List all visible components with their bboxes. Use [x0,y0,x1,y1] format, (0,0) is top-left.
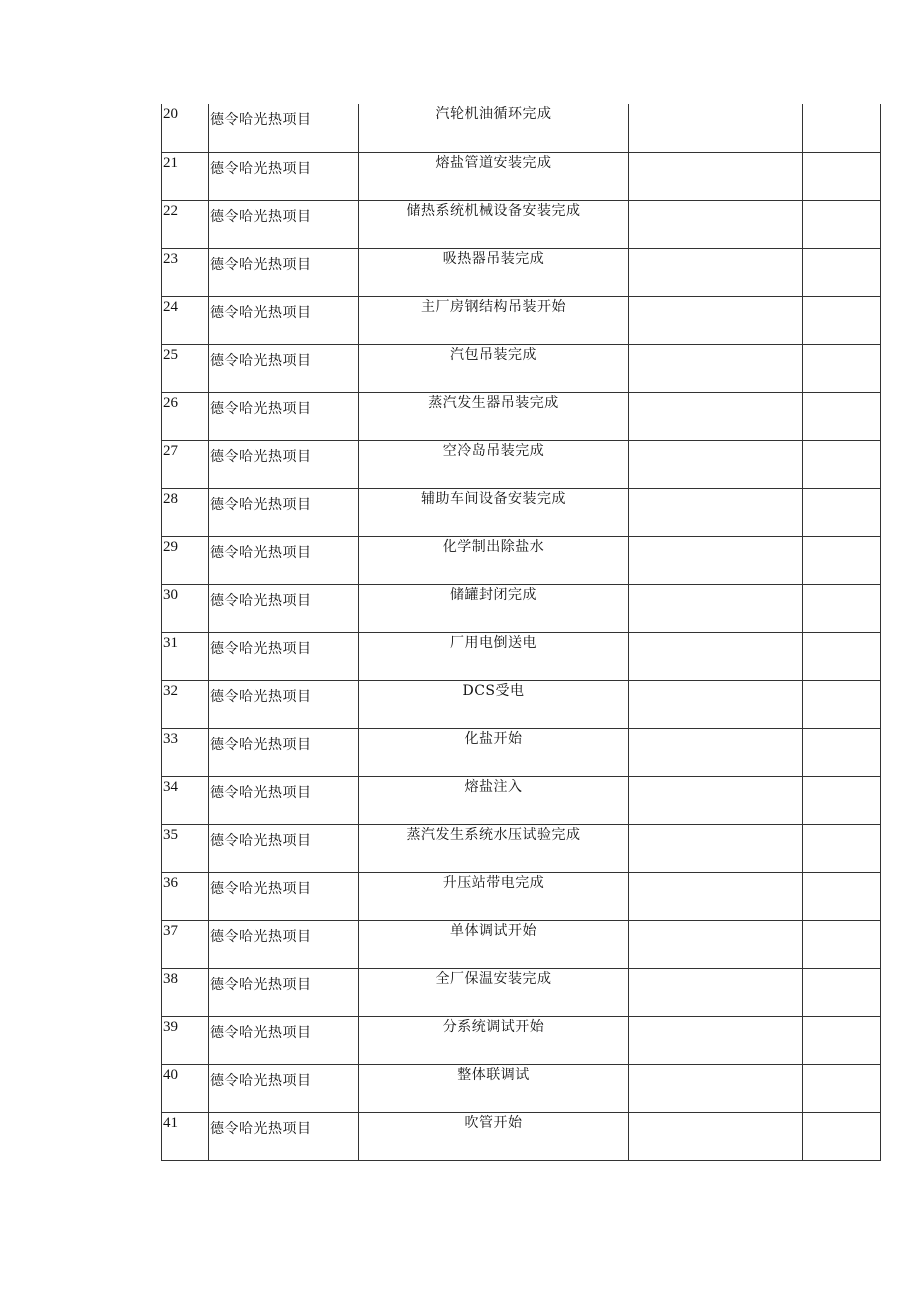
row-number-cell [162,152,209,200]
project-name-cell [209,584,359,632]
row-number-cell [162,392,209,440]
project-name-cell [209,1016,359,1064]
milestone-table-body [162,104,881,1160]
empty-cell-col4 [629,920,803,968]
table-row [162,968,881,1016]
empty-cell-col5 [803,488,881,536]
table-row [162,152,881,200]
table-row [162,776,881,824]
empty-cell-col4 [629,248,803,296]
milestone-task-cell [359,248,629,296]
milestone-task-cell [359,344,629,392]
project-name-cell [209,536,359,584]
empty-cell-col5 [803,920,881,968]
empty-cell-col4 [629,872,803,920]
milestone-task-text: 单体调试开始 [450,922,537,939]
table-row [162,1112,881,1160]
empty-cell-col4 [629,728,803,776]
empty-cell-col4 [629,680,803,728]
table-row [162,248,881,296]
row-number-cell [162,920,209,968]
milestone-task-text: 空冷岛吊装完成 [442,442,545,459]
project-name-text: 德令哈光热项目 [210,1024,312,1041]
empty-cell-col5 [803,728,881,776]
project-name-cell [209,680,359,728]
empty-cell-col5 [803,680,881,728]
row-number-text: 20 [163,106,178,122]
milestone-task-cell [359,824,629,872]
project-name-cell [209,104,359,152]
row-number-text: 37 [163,922,178,939]
milestone-task-cell [359,200,629,248]
row-number-text: 25 [163,346,178,363]
milestone-task-text: 汽轮机油循环完成 [435,106,552,122]
milestone-task-text: 升压站带电完成 [442,874,545,891]
empty-cell-col5 [803,872,881,920]
milestone-task-text: 吸热器吊装完成 [442,250,545,267]
milestone-task-text: 储热系统机械设备安装完成 [406,202,581,219]
row-number-cell [162,824,209,872]
project-name-text: 德令哈光热项目 [210,640,312,657]
row-number-cell [162,632,209,680]
row-number-text: 21 [163,154,178,171]
milestone-task-cell [359,584,629,632]
project-name-text: 德令哈光热项目 [210,832,312,849]
milestone-task-cell [359,1016,629,1064]
table-row [162,632,881,680]
row-number-cell [162,1112,209,1160]
milestone-task-cell [359,152,629,200]
empty-cell-col5 [803,824,881,872]
row-number-text: 23 [163,250,178,267]
row-number-text: 28 [163,490,178,507]
milestone-task-text: 蒸汽发生系统水压试验完成 [406,826,581,843]
empty-cell-col5 [803,296,881,344]
milestone-task-text: 化盐开始 [464,730,523,747]
milestone-task-cell [359,776,629,824]
project-name-text: 德令哈光热项目 [210,928,312,945]
row-number-cell [162,296,209,344]
project-name-text: 德令哈光热项目 [210,112,312,128]
project-name-cell [209,632,359,680]
milestone-task-text: 分系统调试开始 [442,1018,545,1035]
project-name-text: 德令哈光热项目 [210,1120,312,1137]
empty-cell-col4 [629,584,803,632]
empty-cell-col4 [629,344,803,392]
row-number-text: 27 [163,442,178,459]
milestone-task-text: 熔盐注入 [464,778,523,795]
empty-cell-col4 [629,440,803,488]
row-number-cell [162,248,209,296]
project-name-text: 德令哈光热项目 [210,736,312,753]
project-name-text: 德令哈光热项目 [210,880,312,897]
table-row [162,584,881,632]
table-row [162,872,881,920]
table-row [162,824,881,872]
project-name-text: 德令哈光热项目 [210,1072,312,1089]
table-row [162,392,881,440]
row-number-cell [162,680,209,728]
table-row [162,296,881,344]
empty-cell-col4 [629,632,803,680]
table-row [162,1016,881,1064]
row-number-cell [162,968,209,1016]
row-number-text: 39 [163,1018,178,1035]
row-number-cell [162,776,209,824]
project-name-text: 德令哈光热项目 [210,448,312,465]
milestone-task-cell [359,104,629,152]
table-row [162,344,881,392]
project-name-text: 德令哈光热项目 [210,544,312,561]
milestone-task-cell [359,392,629,440]
table-row [162,488,881,536]
empty-cell-col4 [629,824,803,872]
milestone-task-text: 蒸汽发生器吊装完成 [428,394,559,411]
empty-cell-col5 [803,776,881,824]
milestone-task-text: 主厂房钢结构吊装开始 [421,298,566,315]
empty-cell-col4 [629,296,803,344]
empty-cell-col4 [629,488,803,536]
row-number-cell [162,536,209,584]
row-number-cell [162,440,209,488]
project-name-text: 德令哈光热项目 [210,208,312,225]
row-number-cell [162,344,209,392]
project-name-cell [209,488,359,536]
milestone-task-cell [359,440,629,488]
empty-cell-col5 [803,152,881,200]
empty-cell-col4 [629,104,803,152]
project-name-cell [209,968,359,1016]
project-name-text: 德令哈光热项目 [210,688,312,705]
project-name-cell [209,1064,359,1112]
milestone-task-cell [359,632,629,680]
empty-cell-col4 [629,392,803,440]
table-row [162,920,881,968]
empty-cell-col5 [803,200,881,248]
table-row [162,104,881,152]
row-number-cell [162,1064,209,1112]
project-name-cell [209,920,359,968]
table-row [162,728,881,776]
project-name-cell [209,440,359,488]
project-name-cell [209,1112,359,1160]
row-number-text: 30 [163,586,178,603]
table-row [162,440,881,488]
project-name-cell [209,344,359,392]
project-name-text: 德令哈光热项目 [210,976,312,993]
empty-cell-col5 [803,104,881,152]
project-name-text: 德令哈光热项目 [210,304,312,321]
row-number-cell [162,728,209,776]
row-number-text: 33 [163,730,178,747]
project-name-cell [209,776,359,824]
empty-cell-col5 [803,1064,881,1112]
project-name-cell [209,248,359,296]
milestone-task-text: 吹管开始 [464,1114,523,1131]
milestone-task-text: 整体联调试 [457,1066,530,1083]
row-number-text: 22 [163,202,178,219]
milestone-task-cell [359,488,629,536]
row-number-text: 34 [163,778,178,795]
row-number-cell [162,200,209,248]
row-number-text: 35 [163,826,178,843]
milestone-task-cell [359,728,629,776]
project-name-cell [209,872,359,920]
milestone-task-cell [359,872,629,920]
milestone-task-text: 辅助车间设备安装完成 [421,490,566,507]
table-row [162,200,881,248]
row-number-cell [162,872,209,920]
project-name-text: 德令哈光热项目 [210,496,312,513]
milestone-task-text: 汽包吊装完成 [450,346,537,363]
empty-cell-col4 [629,200,803,248]
milestone-task-cell [359,296,629,344]
empty-cell-col5 [803,632,881,680]
milestone-task-text: 熔盐管道安装完成 [435,154,552,171]
empty-cell-col4 [629,536,803,584]
table-row [162,1064,881,1112]
row-number-cell [162,104,209,152]
milestone-task-cell [359,680,629,728]
empty-cell-col4 [629,1064,803,1112]
row-number-cell [162,584,209,632]
project-name-cell [209,200,359,248]
milestone-task-text: 全厂保温安装完成 [435,970,552,987]
empty-cell-col5 [803,1112,881,1160]
milestone-task-cell [359,1112,629,1160]
project-name-text: 德令哈光热项目 [210,784,312,801]
project-name-cell [209,296,359,344]
empty-cell-col5 [803,248,881,296]
row-number-text: 24 [163,298,178,315]
project-name-cell [209,728,359,776]
table-row [162,680,881,728]
row-number-text: 40 [163,1066,178,1083]
row-number-text: 36 [163,874,178,891]
row-number-text: 29 [163,538,178,555]
project-name-cell [209,824,359,872]
empty-cell-col5 [803,344,881,392]
milestone-task-text: DCS受电 [462,682,525,699]
empty-cell-col4 [629,968,803,1016]
milestone-task-text: 厂用电倒送电 [450,634,537,651]
empty-cell-col4 [629,152,803,200]
row-number-cell [162,1016,209,1064]
project-name-text: 德令哈光热项目 [210,352,312,369]
project-name-text: 德令哈光热项目 [210,160,312,177]
row-number-text: 31 [163,634,178,651]
empty-cell-col5 [803,536,881,584]
empty-cell-col5 [803,584,881,632]
row-number-text: 32 [163,682,178,699]
empty-cell-col5 [803,1016,881,1064]
milestone-table [161,104,881,1161]
empty-cell-col5 [803,968,881,1016]
empty-cell-col4 [629,1112,803,1160]
project-name-cell [209,152,359,200]
milestone-task-cell [359,536,629,584]
row-number-text: 26 [163,394,178,411]
milestone-task-text: 化学制出除盐水 [442,538,545,555]
empty-cell-col5 [803,440,881,488]
project-name-cell [209,392,359,440]
empty-cell-col5 [803,392,881,440]
milestone-task-cell [359,968,629,1016]
empty-cell-col4 [629,776,803,824]
project-name-text: 德令哈光热项目 [210,256,312,273]
empty-cell-col4 [629,1016,803,1064]
row-number-text: 38 [163,970,178,987]
project-name-text: 德令哈光热项目 [210,400,312,417]
milestone-task-text: 储罐封闭完成 [450,586,537,603]
project-name-text: 德令哈光热项目 [210,592,312,609]
row-number-text: 41 [163,1114,178,1131]
row-number-cell [162,488,209,536]
table-row [162,536,881,584]
milestone-task-cell [359,920,629,968]
milestone-task-cell [359,1064,629,1112]
